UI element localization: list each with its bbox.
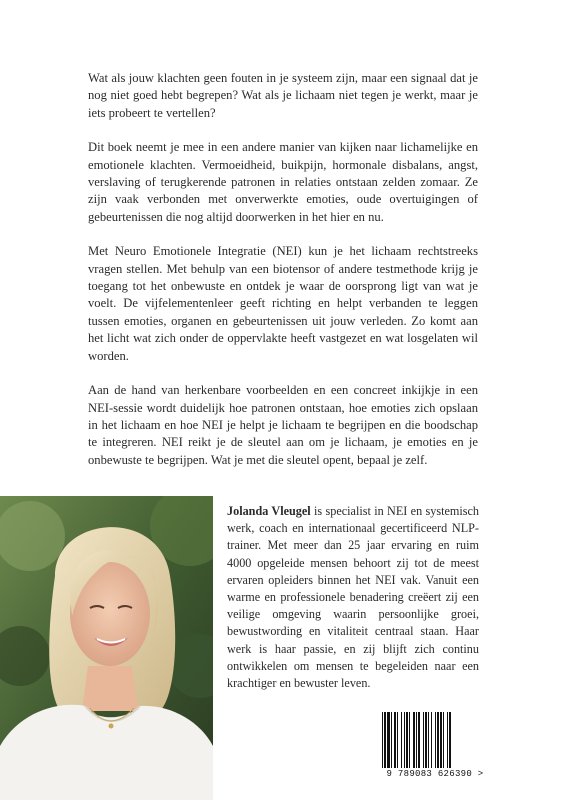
author-photo [0,496,213,800]
blurb-paragraph-4: Aan de hand van herkenbare voorbeelden en een concreet inkijkje in een NEI-sessie wordt duidelijk hoe patronen ontstaan, hoe emoties zich opslaan in het lichaam en hoe NEI je helpt je lichaam te begrijpen en die boodschap te integreren. NEI reikt je de sleutel aan om je lichaam, je emoties en je onbewuste te begrijpen. Wat je met die sleutel opent, bepaal je zelf. [88,383,478,467]
barcode-bars [378,710,492,772]
blurb-paragraph-2: Dit boek neemt je mee in een andere manier van kijken naar lichamelijke en emotionele klachten. Vermoeidheid, buikpijn, hormonale disbalans, angst, verslaving of terugkerende patronen in relaties ontstaan zelden zomaar. Ze zijn vaak verbonden met onverwerkte emoties, oude overtuigingen of gebeurtenissen die nog altijd doorwerken in het hier en nu. [88,140,478,224]
author-name: Jolanda Vleugel [227,504,311,518]
isbn-number: 9 789083 626390 > [378,769,492,780]
blurb-paragraph-1: Wat als jouw klachten geen fouten in je systeem zijn, maar een signaal dat je nog niet goed hebt begrepen? Wat als je lichaam niet tegen je werkt, maar je iets probeert te vertellen? [88,71,478,120]
author-bio-text: is specialist in NEI en systemisch werk, coach en internationaal gecertificeerd NLP-trainer. Met meer dan 25 jaar ervaring en ruim 4000 opgeleide mensen behoort zij tot de meest ervaren opleiders binnen het NEI vak. Vanuit een warme en professionele benadering creëert zij een veilige omgeving waarin persoonlijke groei, bewustwording en vitaliteit centraal staan. Haar werk is haar passie, en zij blijft zich continu ontwikkelen om mensen te begeleiden naar een krachtiger en bewuster leven. [227,504,479,691]
author-bio [227,503,479,692]
blurb-paragraph-3: Met Neuro Emotionele Integratie (NEI) kun je het lichaam rechtstreeks vragen stellen. Met behulp van een biotensor of andere testmethode krijg je toegang tot het onbewuste en ontdek je waar de oorsprong ligt van wat je voelt. De vijfelementenleer geeft richting en helpt verbanden te leggen tussen emoties, organen en gebeurtenissen uit jouw verleden. Zo komt aan het licht wat zich onder de oppervlakte heeft vastgezet en wat losgelaten wil worden. [88,244,478,363]
blurb-text [88,70,478,486]
